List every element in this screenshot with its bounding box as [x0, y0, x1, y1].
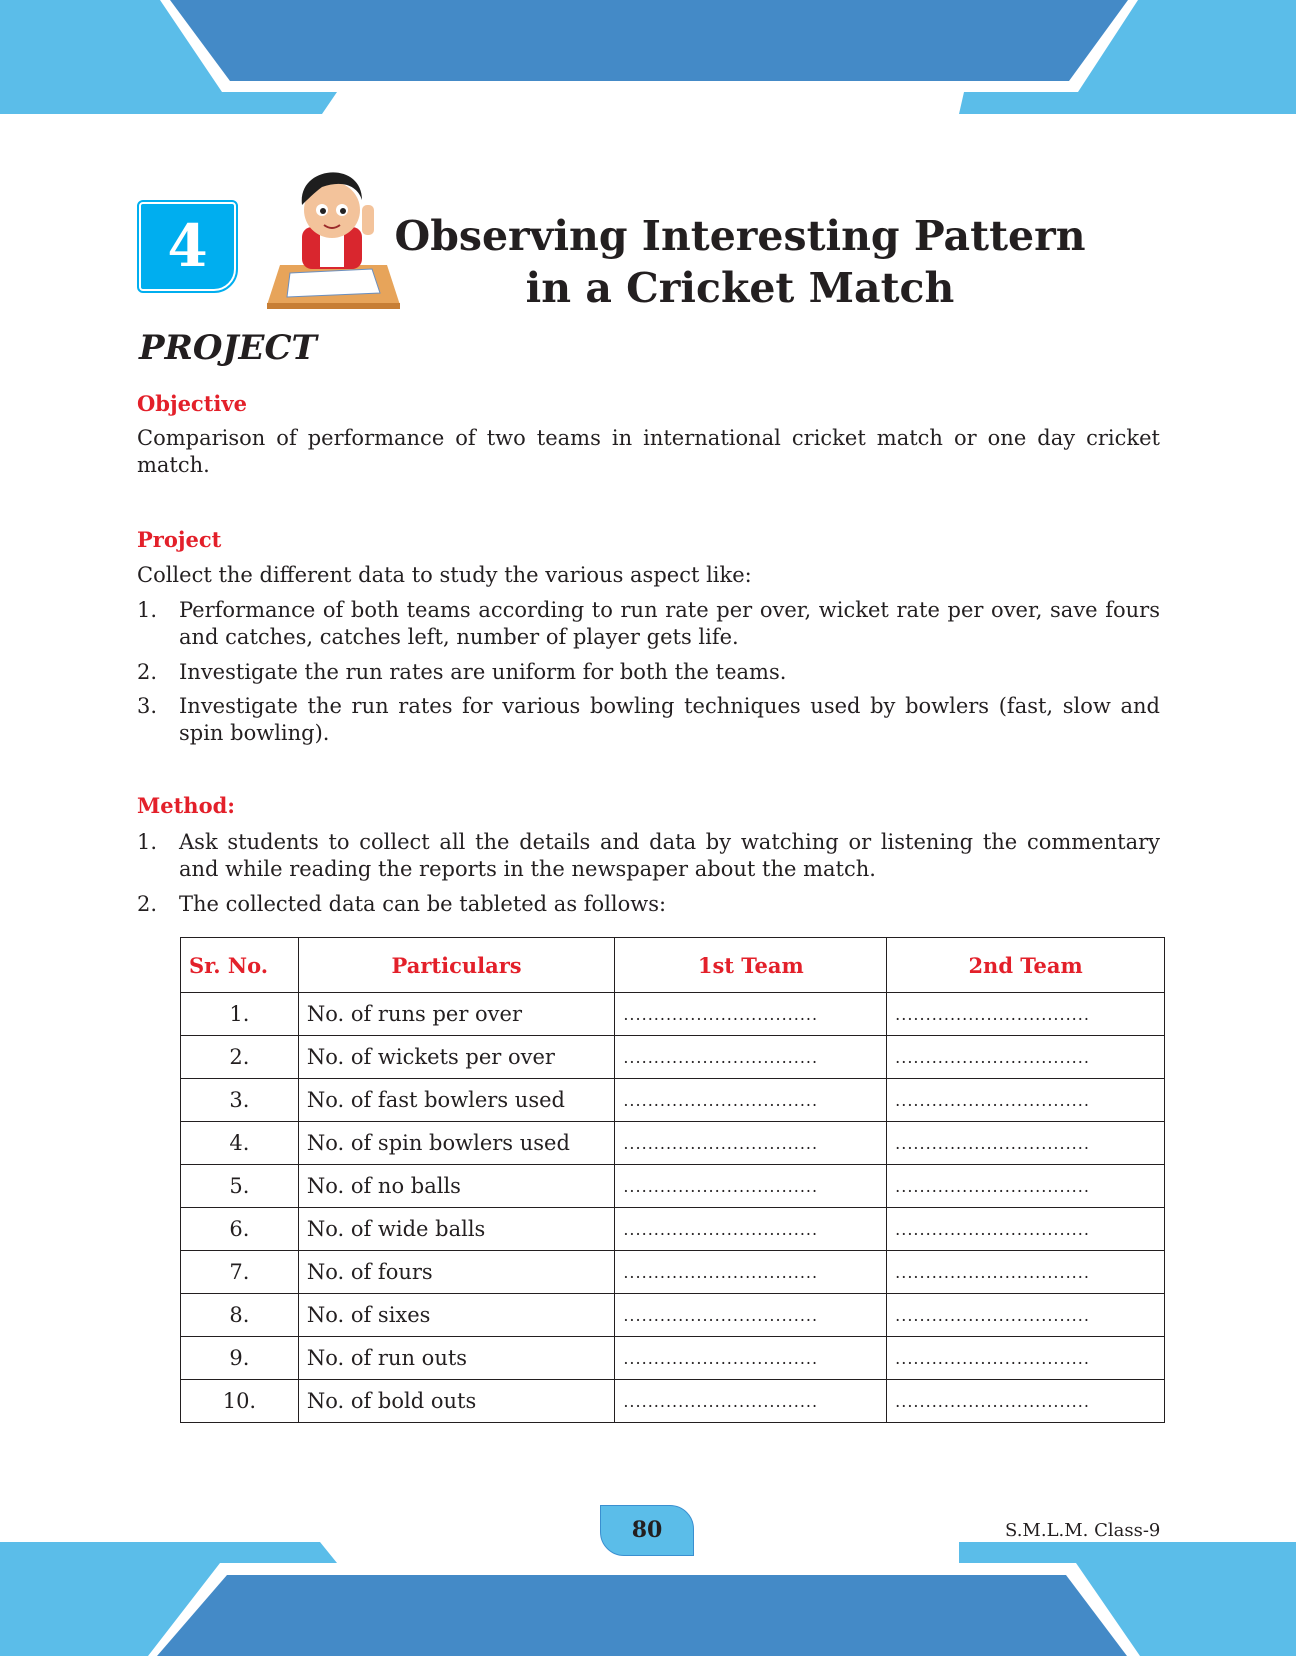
- sr-no-cell: 4.: [181, 1122, 299, 1165]
- team1-blank[interactable]: ................................: [615, 1036, 887, 1079]
- project-item: [137, 693, 1160, 747]
- item-number: 2.: [137, 660, 158, 684]
- item-number: 2.: [137, 892, 158, 916]
- sr-no-cell: 9.: [181, 1337, 299, 1380]
- team2-blank[interactable]: ................................: [887, 1251, 1165, 1294]
- team2-blank[interactable]: ................................: [887, 993, 1165, 1036]
- section-label: PROJECT: [139, 328, 317, 368]
- method-item: [137, 829, 1160, 883]
- objective-text: Comparison of performance of two teams in international cricket match or one day cricket match.: [137, 426, 1160, 477]
- team1-blank[interactable]: ................................: [615, 1294, 887, 1337]
- item-text: Performance of both teams according to run rate per over, wicket rate per over, save fours and catches, catches left, number of player gets life.: [179, 598, 1160, 649]
- table-row: [181, 1380, 1165, 1423]
- team2-blank[interactable]: ................................: [887, 1165, 1165, 1208]
- table-row: [181, 1079, 1165, 1122]
- sr-no-cell: 1.: [181, 993, 299, 1036]
- item-text: The collected data can be tableted as follows:: [179, 892, 667, 916]
- particular-cell: No. of bold outs: [298, 1380, 615, 1423]
- table-row: [181, 1337, 1165, 1380]
- top-banner: [0, 0, 1296, 120]
- particular-cell: No. of wickets per over: [298, 1036, 615, 1079]
- header-particulars: Particulars: [298, 938, 615, 993]
- chapter-number-badge: 4: [139, 202, 236, 291]
- team1-blank[interactable]: ................................: [615, 993, 887, 1036]
- team2-blank[interactable]: ................................: [887, 1036, 1165, 1079]
- table-row: [181, 993, 1165, 1036]
- item-text: Investigate the run rates are uniform for both the teams.: [179, 660, 787, 684]
- chapter-title-line1: Observing Interesting Pattern: [394, 212, 1086, 260]
- project-heading: Project: [137, 527, 222, 552]
- team1-blank[interactable]: ................................: [615, 1208, 887, 1251]
- team2-blank[interactable]: ................................: [887, 1122, 1165, 1165]
- header-2nd-team: 2nd Team: [887, 938, 1165, 993]
- header-sr-no: Sr. No.: [181, 938, 299, 993]
- book-label: S.M.L.M. Class-9: [1005, 1520, 1161, 1541]
- sr-no-cell: 8.: [181, 1294, 299, 1337]
- team2-blank[interactable]: ................................: [887, 1380, 1165, 1423]
- item-text: Ask students to collect all the details and data by watching or listening the commentary and while reading the reports in the newspaper about the match.: [179, 830, 1160, 881]
- chapter-title: [390, 210, 1090, 314]
- team1-blank[interactable]: ................................: [615, 1380, 887, 1423]
- particular-cell: No. of fours: [298, 1251, 615, 1294]
- item-number: 3.: [137, 694, 158, 718]
- item-number: 1.: [137, 830, 158, 854]
- team2-blank[interactable]: ................................: [887, 1294, 1165, 1337]
- sr-no-cell: 3.: [181, 1079, 299, 1122]
- sr-no-cell: 2.: [181, 1036, 299, 1079]
- page-number: 80: [600, 1505, 694, 1556]
- team1-blank[interactable]: ................................: [615, 1122, 887, 1165]
- particular-cell: No. of runs per over: [298, 993, 615, 1036]
- table-row: [181, 1294, 1165, 1337]
- table-row: [181, 1036, 1165, 1079]
- table-header-row: [181, 938, 1165, 993]
- particular-cell: No. of fast bowlers used: [298, 1079, 615, 1122]
- sr-no-cell: 7.: [181, 1251, 299, 1294]
- table-row: [181, 1122, 1165, 1165]
- project-intro: Collect the different data to study the various aspect like:: [137, 563, 752, 587]
- table-row: [181, 1251, 1165, 1294]
- table-row: [181, 1208, 1165, 1251]
- project-item: [137, 597, 1160, 651]
- team2-blank[interactable]: ................................: [887, 1337, 1165, 1380]
- sr-no-cell: 10.: [181, 1380, 299, 1423]
- objective-heading: Objective: [137, 391, 247, 416]
- team1-blank[interactable]: ................................: [615, 1251, 887, 1294]
- team2-blank[interactable]: ................................: [887, 1208, 1165, 1251]
- item-number: 1.: [137, 598, 158, 622]
- student-illustration: [262, 165, 402, 310]
- team1-blank[interactable]: ................................: [615, 1165, 887, 1208]
- table-row: [181, 1165, 1165, 1208]
- particular-cell: No. of run outs: [298, 1337, 615, 1380]
- team1-blank[interactable]: ................................: [615, 1079, 887, 1122]
- project-item: [137, 659, 1160, 686]
- item-text: Investigate the run rates for various bowling techniques used by bowlers (fast, slow and spin bowling).: [179, 694, 1160, 745]
- sr-no-cell: 6.: [181, 1208, 299, 1251]
- data-table: [180, 937, 1165, 1423]
- team2-blank[interactable]: ................................: [887, 1079, 1165, 1122]
- particular-cell: No. of wide balls: [298, 1208, 615, 1251]
- header-1st-team: 1st Team: [615, 938, 887, 993]
- sr-no-cell: 5.: [181, 1165, 299, 1208]
- team1-blank[interactable]: ................................: [615, 1337, 887, 1380]
- chapter-title-line2: in a Cricket Match: [525, 264, 955, 312]
- particular-cell: No. of no balls: [298, 1165, 615, 1208]
- particular-cell: No. of spin bowlers used: [298, 1122, 615, 1165]
- method-heading: Method:: [137, 793, 236, 818]
- method-item: [137, 891, 1160, 918]
- particular-cell: No. of sixes: [298, 1294, 615, 1337]
